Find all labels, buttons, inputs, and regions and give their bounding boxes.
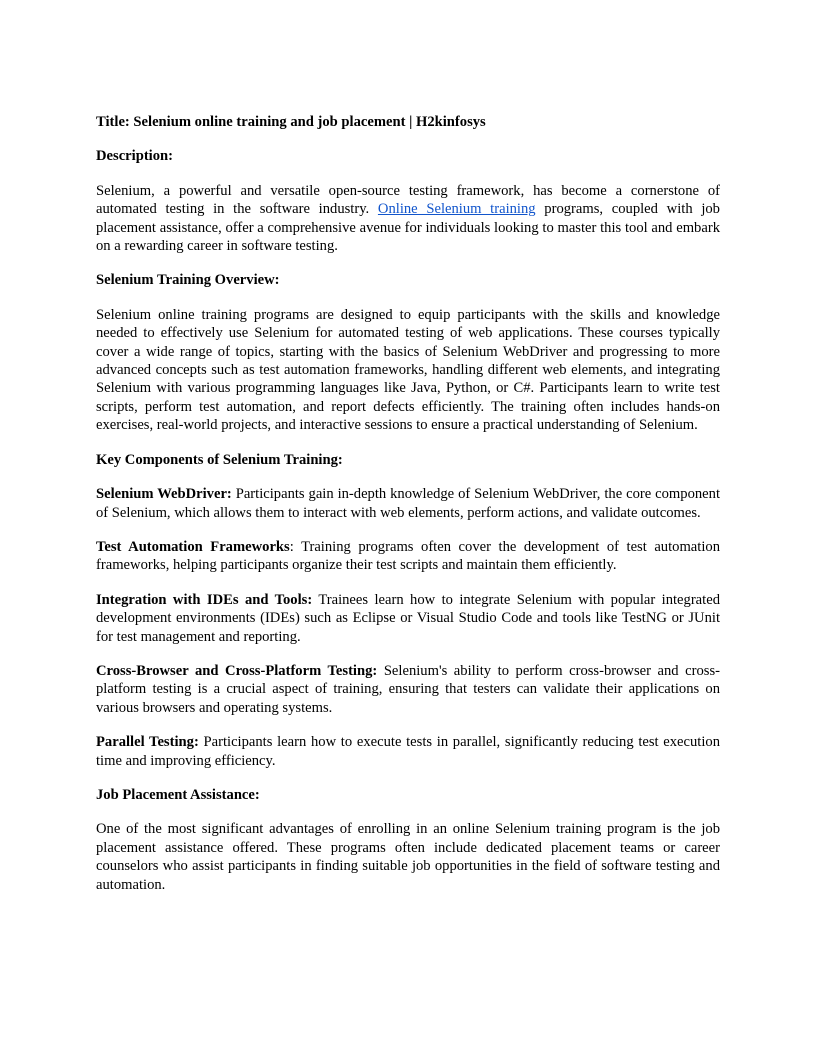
- component-webdriver: [96, 485, 720, 522]
- overview-heading: Selenium Training Overview:: [96, 272, 280, 289]
- document-page: [96, 113, 720, 910]
- component-label: Integration with IDEs and Tools:: [96, 591, 313, 608]
- component-text: Trainees learn how to integrate Selenium with popular integrated development environments (IDEs) such as Eclipse or Visual Studio Code and tools like TestNG or JUnit for test management and reporting.: [96, 591, 720, 645]
- component-label: Selenium WebDriver:: [96, 486, 232, 503]
- component-ide-integration: [96, 591, 720, 646]
- component-text: Participants learn how to execute tests in parallel, significantly reducing test execution time and improving efficiency.: [96, 734, 721, 769]
- components-heading: Key Components of Selenium Training:: [96, 451, 343, 468]
- online-selenium-training-link[interactable]: Online Selenium training: [377, 201, 536, 218]
- placement-paragraph: One of the most significant advantages of enrolling in an online Selenium training program is the job placement assistance offered. These programs often include dedicated placement teams or career counselors who assist participants in finding suitable job opportunities in the field of software testing and automation.: [96, 821, 720, 893]
- description-heading: Description:: [96, 148, 174, 165]
- description-text-after: programs, coupled with job placement assistance, offer a comprehensive avenue for individuals looking to master this tool and embark on a rewarding career in software testing.: [96, 201, 720, 255]
- description-paragraph: [96, 182, 720, 256]
- component-text: : Training programs often cover the development of test automation frameworks, helping participants organize their test scripts and maintain them efficiently.: [96, 538, 720, 574]
- document-title: Title: Selenium online training and job placement | H2kinfosys: [96, 114, 486, 130]
- component-text: Participants gain in-depth knowledge of Selenium WebDriver, the core component of Selenium, which allows them to interact with web elements, perform actions, and validate outcomes.: [96, 486, 720, 521]
- component-text: Selenium's ability to perform cross-browser and cross-platform testing is a crucial aspect of training, ensuring that testers can validate their applications on various browsers and operating systems.: [96, 662, 720, 716]
- overview-paragraph: Selenium online training programs are designed to equip participants with the skills and knowledge needed to effectively use Selenium for automated testing of web applications. These courses typically cover a wide range of topics, starting with the basics of Selenium WebDriver and progressing to more advanced concepts such as test automation frameworks, handling different web elements, and integrating Selenium with various programming languages like Java, Python, or C#. Participants learn to write test scripts, perform test automation, and report defects efficiently. The training often includes hands-on exercises, real-world projects, and interactive sessions to ensure a practical understanding of Selenium.: [96, 306, 720, 434]
- component-label: Test Automation Frameworks: [96, 538, 290, 555]
- component-label: Cross-Browser and Cross-Platform Testing:: [96, 662, 378, 679]
- component-cross-browser: [96, 662, 720, 717]
- component-parallel-testing: [96, 733, 720, 770]
- component-frameworks: [96, 538, 720, 575]
- component-label: Parallel Testing:: [96, 734, 199, 751]
- description-text-before: Selenium, a powerful and versatile open-source testing framework, has become a cornerstone of automated testing in the software industry.: [96, 182, 720, 218]
- placement-heading: Job Placement Assistance:: [96, 786, 260, 803]
